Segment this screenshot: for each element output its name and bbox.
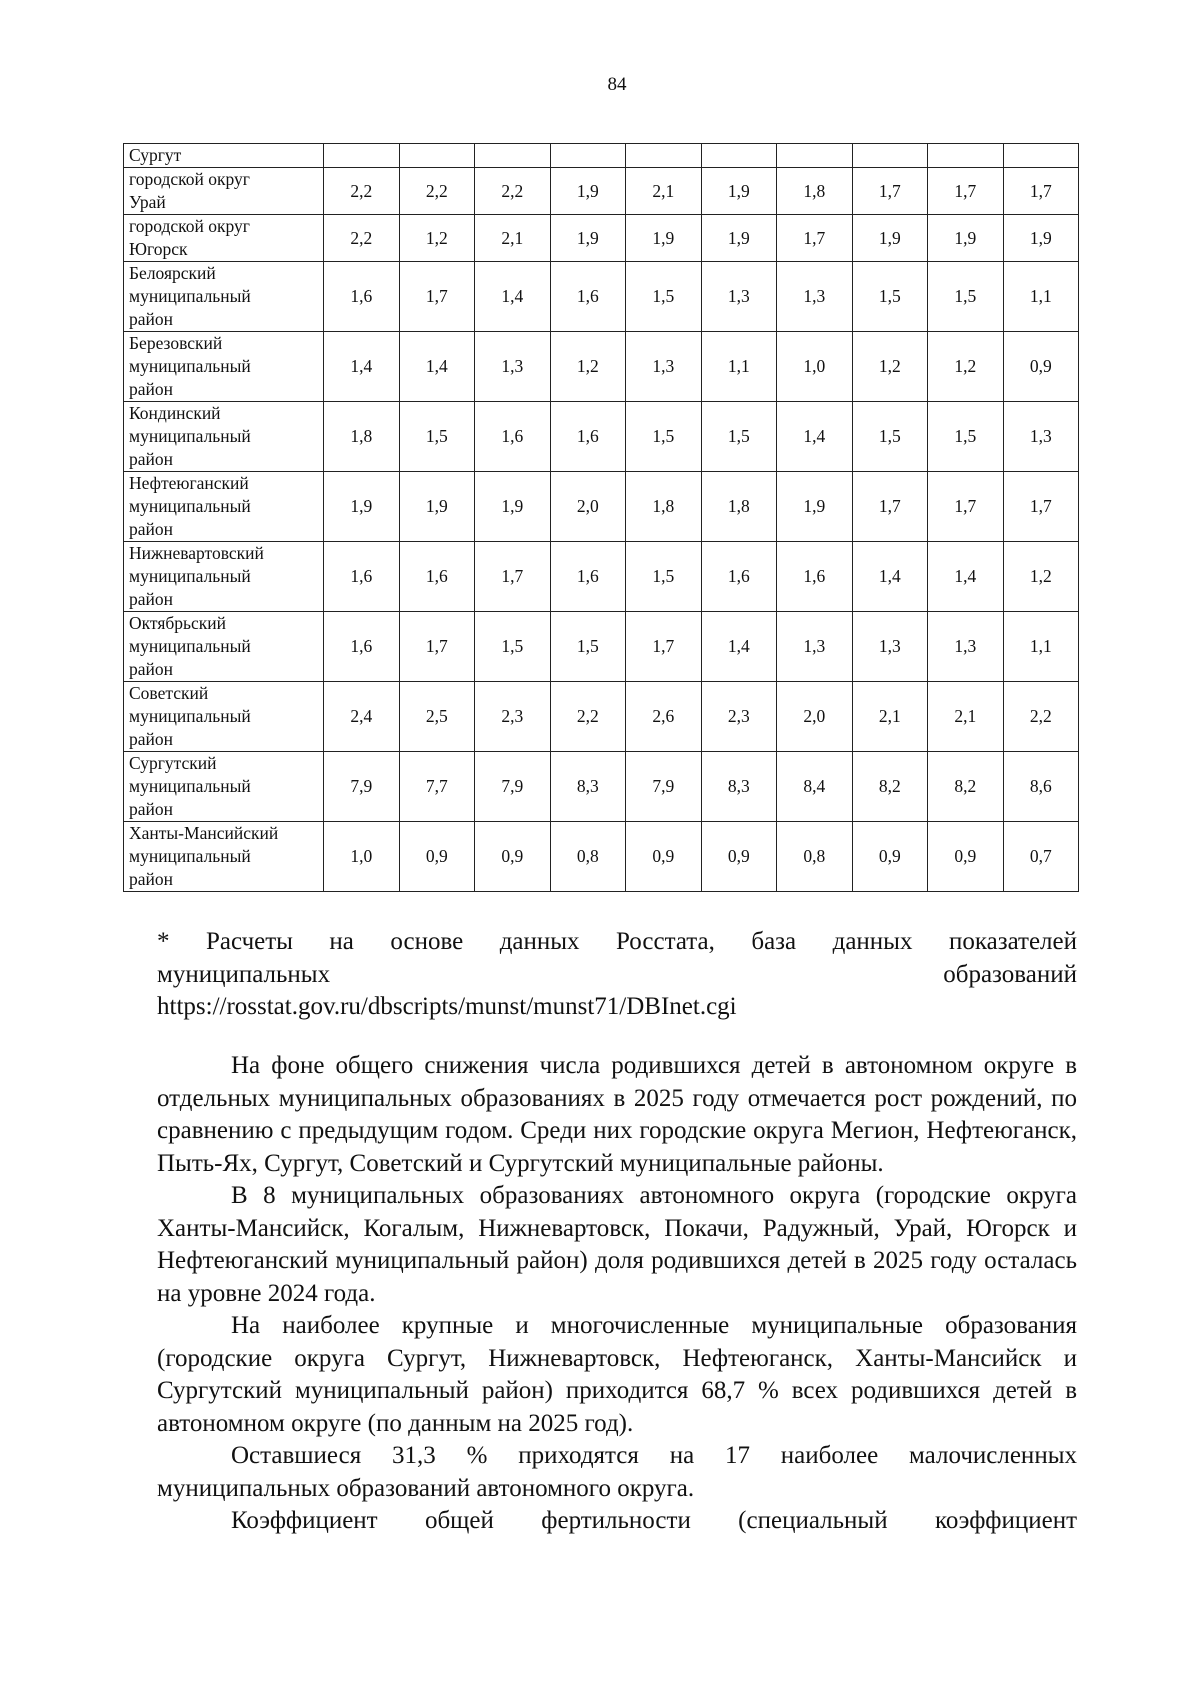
value-cell: 1,6: [550, 542, 626, 612]
value-cell: 1,9: [399, 472, 475, 542]
value-cell: 2,2: [324, 215, 400, 262]
municipality-name: городской округ Югорск: [124, 215, 324, 262]
municipality-name: Нижневартовский муниципальный район: [124, 542, 324, 612]
value-cell: 1,6: [324, 262, 400, 332]
value-cell: 1,6: [550, 402, 626, 472]
table-row: [124, 144, 1079, 168]
value-cell: 1,9: [852, 215, 928, 262]
value-cell: [777, 144, 853, 168]
value-cell: 1,5: [852, 402, 928, 472]
value-cell: 8,3: [701, 752, 777, 822]
value-cell: 1,3: [475, 332, 551, 402]
table-row: [124, 612, 1079, 682]
footnote-line2: [157, 959, 1077, 992]
value-cell: 1,5: [550, 612, 626, 682]
value-cell: [324, 144, 400, 168]
value-cell: 1,3: [777, 612, 853, 682]
value-cell: 2,5: [399, 682, 475, 752]
body-text: [157, 1050, 1077, 1538]
value-cell: 1,2: [852, 332, 928, 402]
value-cell: [852, 144, 928, 168]
municipality-name: Нефтеюганский муниципальный район: [124, 472, 324, 542]
value-cell: 1,1: [1003, 262, 1079, 332]
value-cell: 1,5: [852, 262, 928, 332]
table-row: [124, 168, 1079, 215]
value-cell: 1,8: [324, 402, 400, 472]
value-cell: 2,1: [475, 215, 551, 262]
value-cell: 2,2: [324, 168, 400, 215]
municipal-birth-share-table: [123, 143, 1079, 892]
value-cell: [1003, 144, 1079, 168]
value-cell: 1,6: [399, 542, 475, 612]
paragraph: На наиболее крупные и многочисленные муниципальные образования (городские округа Сургут, Нижневартовск, Нефтеюганск, Ханты-Мансийск и Сургутский муниципальный район) приходится 68,7 % всех родившихся детей в автономном округе (по данным на 2025 год).: [157, 1312, 1077, 1437]
value-cell: 0,9: [626, 822, 702, 892]
table-row: [124, 682, 1079, 752]
value-cell: 1,2: [399, 215, 475, 262]
value-cell: 1,3: [852, 612, 928, 682]
value-cell: 1,6: [777, 542, 853, 612]
value-cell: 1,8: [777, 168, 853, 215]
municipality-name: Октябрьский муниципальный район: [124, 612, 324, 682]
footnote-line2-right: образований: [943, 960, 1077, 988]
table-row: [124, 822, 1079, 892]
value-cell: 1,4: [928, 542, 1004, 612]
value-cell: 1,7: [1003, 472, 1079, 542]
value-cell: [475, 144, 551, 168]
footnote-line1: * Расчеты на основе данных Росстата, база данных показателей: [157, 928, 1077, 955]
paragraph: На фоне общего снижения числа родившихся детей в автономном округе в отдельных муниципальных образованиях в 2025 году отмечается рост рождений, по сравнению с предыдущим годом. Среди них городские округа Мегион, Нефтеюганск, Пыть-Ях, Сургут, Советский и Сургутский муниципальные районы.: [157, 1052, 1077, 1177]
value-cell: 1,5: [626, 262, 702, 332]
value-cell: 1,1: [701, 332, 777, 402]
value-cell: 1,7: [626, 612, 702, 682]
value-cell: [626, 144, 702, 168]
value-cell: 1,3: [701, 262, 777, 332]
municipality-name: Сургут: [124, 144, 324, 168]
footnote-line2-left: муниципальных: [157, 960, 331, 988]
value-cell: 1,5: [475, 612, 551, 682]
value-cell: 1,5: [928, 402, 1004, 472]
value-cell: 1,4: [399, 332, 475, 402]
value-cell: 1,3: [626, 332, 702, 402]
value-cell: 2,2: [475, 168, 551, 215]
value-cell: 1,9: [626, 215, 702, 262]
value-cell: 7,9: [626, 752, 702, 822]
value-cell: 1,4: [701, 612, 777, 682]
footnote-source-link[interactable]: https://rosstat.gov.ru/dbscripts/munst/munst71/DBInet.cgi: [157, 993, 737, 1020]
value-cell: 1,3: [1003, 402, 1079, 472]
value-cell: 8,2: [852, 752, 928, 822]
value-cell: 1,3: [777, 262, 853, 332]
municipality-name: Сургутский муниципальный район: [124, 752, 324, 822]
value-cell: 1,7: [399, 262, 475, 332]
value-cell: 1,2: [550, 332, 626, 402]
value-cell: 1,5: [626, 402, 702, 472]
value-cell: 1,6: [324, 612, 400, 682]
municipality-name: Ханты-Мансийский муниципальный район: [124, 822, 324, 892]
value-cell: 1,5: [399, 402, 475, 472]
value-cell: 1,9: [701, 168, 777, 215]
value-cell: 1,4: [777, 402, 853, 472]
value-cell: 1,6: [550, 262, 626, 332]
municipality-name: Белоярский муниципальный район: [124, 262, 324, 332]
value-cell: 0,8: [777, 822, 853, 892]
value-cell: 7,9: [475, 752, 551, 822]
value-cell: 0,7: [1003, 822, 1079, 892]
value-cell: 2,6: [626, 682, 702, 752]
value-cell: 1,3: [928, 612, 1004, 682]
value-cell: 1,8: [626, 472, 702, 542]
value-cell: 1,9: [550, 215, 626, 262]
value-cell: 1,4: [852, 542, 928, 612]
value-cell: 1,9: [1003, 215, 1079, 262]
value-cell: 1,8: [701, 472, 777, 542]
table-row: [124, 215, 1079, 262]
value-cell: 2,2: [399, 168, 475, 215]
table-row: [124, 752, 1079, 822]
value-cell: 1,5: [701, 402, 777, 472]
value-cell: 0,8: [550, 822, 626, 892]
value-cell: 1,5: [928, 262, 1004, 332]
value-cell: 0,9: [928, 822, 1004, 892]
value-cell: 1,5: [626, 542, 702, 612]
footnote: [157, 926, 1077, 1024]
municipality-name: Кондинский муниципальный район: [124, 402, 324, 472]
value-cell: 2,1: [852, 682, 928, 752]
value-cell: 0,9: [852, 822, 928, 892]
value-cell: 2,1: [626, 168, 702, 215]
paragraph: Коэффициент общей фертильности (специальный коэффициент: [231, 1507, 1077, 1534]
paragraph: Оставшиеся 31,3 % приходятся на 17 наиболее малочисленных муниципальных образований автономного округа.: [157, 1442, 1077, 1502]
table-body: [124, 144, 1079, 892]
page-number: 84: [607, 74, 627, 95]
value-cell: 8,3: [550, 752, 626, 822]
value-cell: 8,4: [777, 752, 853, 822]
value-cell: 1,6: [701, 542, 777, 612]
value-cell: [550, 144, 626, 168]
value-cell: 2,4: [324, 682, 400, 752]
value-cell: 1,7: [777, 215, 853, 262]
municipality-name: Березовский муниципальный район: [124, 332, 324, 402]
value-cell: [928, 144, 1004, 168]
value-cell: 1,0: [324, 822, 400, 892]
value-cell: 1,9: [928, 215, 1004, 262]
value-cell: 7,7: [399, 752, 475, 822]
table-row: [124, 402, 1079, 472]
value-cell: 1,9: [550, 168, 626, 215]
value-cell: 0,9: [399, 822, 475, 892]
value-cell: 1,9: [777, 472, 853, 542]
value-cell: 1,7: [399, 612, 475, 682]
value-cell: 2,1: [928, 682, 1004, 752]
value-cell: 1,0: [777, 332, 853, 402]
value-cell: 1,6: [324, 542, 400, 612]
value-cell: 7,9: [324, 752, 400, 822]
value-cell: 1,9: [701, 215, 777, 262]
value-cell: 2,0: [777, 682, 853, 752]
paragraph: В 8 муниципальных образованиях автономного округа (городские округа Ханты-Мансийск, Когалым, Нижневартовск, Покачи, Радужный, Урай, Югорск и Нефтеюганский муниципальный район) доля родившихся детей в 2025 году осталась на уровне 2024 года.: [157, 1182, 1077, 1307]
value-cell: 1,9: [324, 472, 400, 542]
value-cell: 1,7: [928, 472, 1004, 542]
value-cell: 1,6: [475, 402, 551, 472]
value-cell: 1,9: [475, 472, 551, 542]
value-cell: 1,4: [324, 332, 400, 402]
table-row: [124, 332, 1079, 402]
value-cell: 2,2: [1003, 682, 1079, 752]
table-row: [124, 472, 1079, 542]
value-cell: [399, 144, 475, 168]
value-cell: 1,7: [852, 472, 928, 542]
table-row: [124, 262, 1079, 332]
value-cell: 2,0: [550, 472, 626, 542]
value-cell: 0,9: [475, 822, 551, 892]
value-cell: 1,7: [928, 168, 1004, 215]
value-cell: 0,9: [1003, 332, 1079, 402]
value-cell: 8,2: [928, 752, 1004, 822]
municipality-name: Советский муниципальный район: [124, 682, 324, 752]
value-cell: 1,2: [1003, 542, 1079, 612]
value-cell: 1,1: [1003, 612, 1079, 682]
value-cell: 1,7: [852, 168, 928, 215]
value-cell: 1,4: [475, 262, 551, 332]
value-cell: 1,7: [475, 542, 551, 612]
value-cell: 2,3: [475, 682, 551, 752]
value-cell: [701, 144, 777, 168]
value-cell: 1,2: [928, 332, 1004, 402]
value-cell: 1,7: [1003, 168, 1079, 215]
value-cell: 2,2: [550, 682, 626, 752]
value-cell: 0,9: [701, 822, 777, 892]
value-cell: 2,3: [701, 682, 777, 752]
municipality-name: городской округ Урай: [124, 168, 324, 215]
table-row: [124, 542, 1079, 612]
value-cell: 8,6: [1003, 752, 1079, 822]
